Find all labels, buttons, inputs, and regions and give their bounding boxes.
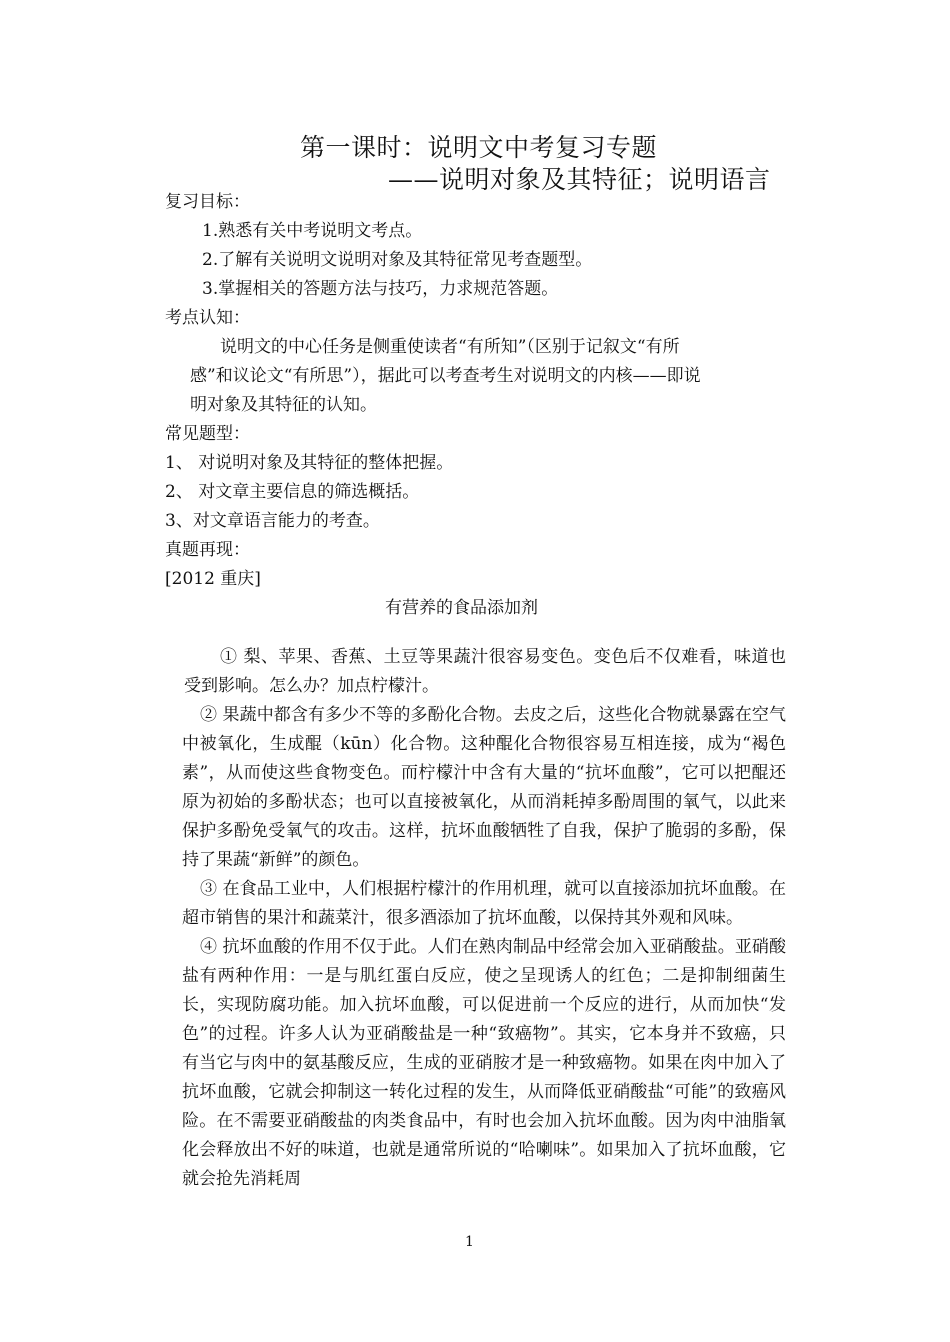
document-subtitle: ——说明对象及其特征；说明语言	[388, 165, 771, 194]
goal-item-3: 3.掌握相关的答题方法与技巧，力求规范答题。	[202, 279, 559, 299]
points-text-line-2: 感”和议论文“有所思”），据此可以考查考生对说明文的内核——即说	[190, 366, 701, 386]
article-title: 有营养的食品添加剂	[385, 598, 538, 618]
type-item-3: 3、对文章语言能力的考查。	[165, 511, 380, 531]
document-title: 第一课时：说明文中考复习专题	[300, 133, 658, 162]
type-item-2: 2、 对文章主要信息的筛选概括。	[165, 482, 420, 502]
goal-item-1: 1.熟悉有关中考说明文考点。	[202, 221, 423, 241]
points-heading: 考点认知：	[165, 308, 250, 328]
type-item-1: 1、 对说明对象及其特征的整体把握。	[165, 453, 454, 473]
article-body	[184, 643, 786, 1194]
article-paragraph-1: ① 梨、苹果、香蕉、土豆等果蔬汁很容易变色。变色后不仅难看，味道也受到影响。怎么办？加点柠檬汁。	[184, 647, 786, 696]
exam-source: [2012 重庆]	[165, 569, 261, 589]
article-paragraph-4: ④ 抗坏血酸的作用不仅于此。人们在熟肉制品中经常会加入亚硝酸盐。亚硝酸盐有两种作用：一是与肌红蛋白反应，使之呈现诱人的红色；二是抑制细菌生长，实现防腐功能。加入抗坏血酸，可以促进前一个反应的进行，从而加快“发色”的过程。许多人认为亚硝酸盐是一种“致癌物”。其实，它本身并不致癌，只有当它与肉中的氨基酸反应，生成的亚硝胺才是一种致癌物。如果在肉中加入了抗坏血酸，它就会抑制这一转化过程的发生，从而降低亚硝酸盐“可能”的致癌风险。在不需要亚硝酸盐的肉类食品中，有时也会加入抗坏血酸。因为肉中油脂氧化会释放出不好的味道，也就是通常所说的“哈喇味”。如果加入了抗坏血酸，它就会抢先消耗周	[182, 937, 786, 1189]
page-number: 1	[465, 1234, 474, 1250]
article-paragraph-3: ③ 在食品工业中，人们根据柠檬汁的作用机理，就可以直接添加抗坏血酸。在超市销售的果汁和蔬菜汁，很多酒添加了抗坏血酸，以保持其外观和风味。	[182, 879, 786, 928]
exam-heading: 真题再现：	[165, 540, 250, 560]
points-text-line-3: 明对象及其特征的认知。	[190, 395, 377, 415]
goal-item-2: 2.了解有关说明文说明对象及其特征常见考查题型。	[202, 250, 593, 270]
article-paragraph-2: ② 果蔬中都含有多少不等的多酚化合物。去皮之后，这些化合物就暴露在空气中被氧化，生成醌（kūn）化合物。这种醌化合物很容易互相连接，成为“褐色素”，从而使这些食物变色。而柠檬汁中含有大量的“抗坏血酸”，它可以把醌还原为初始的多酚状态；也可以直接被氧化，从而消耗掉多酚周围的氧气，以此来保护多酚免受氧气的攻击。这样，抗坏血酸牺牲了自我，保护了脆弱的多酚，保持了果蔬“新鲜”的颜色。	[182, 705, 786, 870]
types-heading: 常见题型：	[165, 424, 250, 444]
points-text-line-1: 说明文的中心任务是侧重使读者“有所知”（区别于记叙文“有所	[220, 337, 680, 357]
goals-heading: 复习目标：	[165, 192, 250, 212]
